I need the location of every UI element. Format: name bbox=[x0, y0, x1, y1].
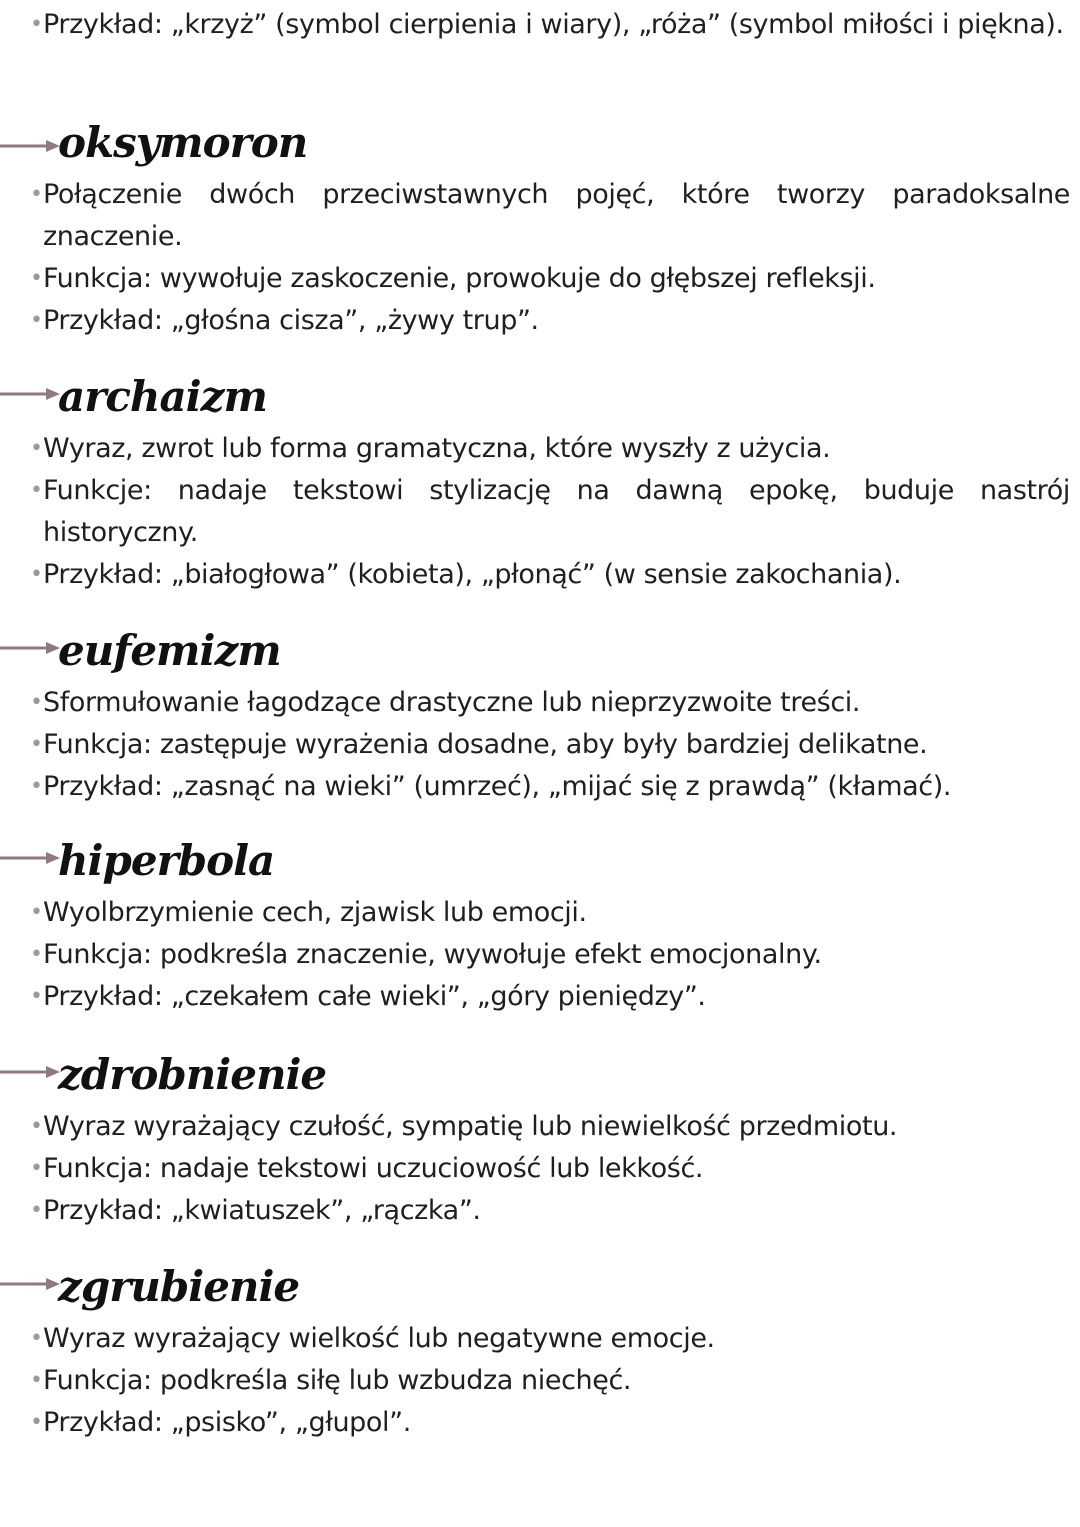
list-item bbox=[30, 174, 1070, 258]
item-text: Wyraz wyrażający wielkość lub negatywne emocje. bbox=[43, 1323, 715, 1354]
bullet-dot-icon: • bbox=[30, 732, 43, 757]
term-details-list bbox=[0, 892, 1070, 1018]
item-text: Wyolbrzymienie cech, zjawisk lub emocji. bbox=[43, 897, 587, 928]
item-text: Przykład: „białogłowa” (kobieta), „płonąć” (w sensie zakochania). bbox=[43, 559, 902, 590]
section-oksymoron bbox=[0, 118, 1080, 342]
term-title: eufemizm bbox=[58, 626, 281, 675]
item-text: Przykład: „czekałem całe wieki”, „góry pieniędzy”. bbox=[43, 981, 706, 1012]
bullet-dot-icon: • bbox=[30, 478, 43, 503]
list-item bbox=[30, 1106, 1070, 1148]
item-text: Funkcja: nadaje tekstowi uczuciowość lub lekkość. bbox=[43, 1153, 704, 1184]
item-text: Funkcja: podkreśla znaczenie, wywołuje efekt emocjonalny. bbox=[43, 939, 822, 970]
section-zgrubienie bbox=[0, 1262, 1080, 1444]
section-heading bbox=[0, 1050, 1080, 1106]
section-hiperbola bbox=[0, 836, 1080, 1018]
bullet-dot-icon: • bbox=[30, 774, 43, 799]
section-zdrobnienie bbox=[0, 1050, 1080, 1232]
bullet-dot-icon: • bbox=[30, 984, 43, 1009]
bullet-dot-icon: • bbox=[30, 942, 43, 967]
intro-list bbox=[30, 4, 1070, 46]
bullet-dot-icon: • bbox=[30, 1410, 43, 1435]
section-heading bbox=[0, 836, 1080, 892]
list-item bbox=[30, 682, 1070, 724]
bullet-dot-icon: • bbox=[30, 1114, 43, 1139]
term-title: archaizm bbox=[58, 372, 267, 421]
item-text: Przykład: „kwiatuszek”, „rączka”. bbox=[43, 1195, 481, 1226]
item-text: Połączenie dwóch przeciwstawnych pojęć, które tworzy paradoksalne znaczenie. bbox=[43, 179, 1070, 252]
list-item bbox=[30, 1318, 1070, 1360]
section-heading bbox=[0, 372, 1080, 428]
term-title: oksymoron bbox=[58, 118, 308, 167]
item-text: Przykład: „głośna cisza”, „żywy trup”. bbox=[43, 305, 539, 336]
item-text: Funkcja: zastępuje wyrażenia dosadne, aby były bardziej delikatne. bbox=[43, 729, 928, 760]
bullet-dot-icon: • bbox=[30, 1368, 43, 1393]
item-text: Wyraz wyrażający czułość, sympatię lub niewielkość przedmiotu. bbox=[43, 1111, 898, 1142]
bullet-dot-icon: • bbox=[30, 308, 43, 333]
bullet-dot-icon: • bbox=[30, 1198, 43, 1223]
list-item bbox=[30, 1402, 1070, 1444]
item-text: Przykład: „psisko”, „głupol”. bbox=[43, 1407, 411, 1438]
bullet-dot-icon: • bbox=[30, 1156, 43, 1181]
section-archaizm bbox=[0, 372, 1080, 596]
bullet-dot-icon: • bbox=[30, 562, 43, 587]
term-title: hiperbola bbox=[58, 836, 275, 885]
term-title: zgrubienie bbox=[58, 1262, 300, 1311]
list-item bbox=[30, 1360, 1070, 1402]
list-item bbox=[30, 1148, 1070, 1190]
bullet-dot-icon: • bbox=[30, 690, 43, 715]
list-item bbox=[30, 4, 1070, 46]
term-details-list bbox=[0, 1106, 1070, 1232]
list-item bbox=[30, 892, 1070, 934]
term-details-list bbox=[0, 428, 1070, 596]
list-item bbox=[30, 724, 1070, 766]
item-text: Przykład: „krzyż” (symbol cierpienia i wiary), „róża” (symbol miłości i piękna). bbox=[43, 9, 1064, 40]
term-details-list bbox=[0, 174, 1070, 342]
list-item bbox=[30, 300, 1070, 342]
section-heading bbox=[0, 1262, 1080, 1318]
list-item bbox=[30, 470, 1070, 554]
section-eufemizm bbox=[0, 626, 1080, 808]
item-text: Sformułowanie łagodzące drastyczne lub nieprzyzwoite treści. bbox=[43, 687, 861, 718]
term-details-list bbox=[0, 1318, 1070, 1444]
item-text: Funkcje: nadaje tekstowi stylizację na dawną epokę, buduje nastrój historyczny. bbox=[43, 475, 1070, 548]
bullet-dot-icon: • bbox=[30, 182, 43, 207]
term-title: zdrobnienie bbox=[58, 1050, 327, 1099]
bullet-dot-icon: • bbox=[30, 436, 43, 461]
list-item bbox=[30, 1190, 1070, 1232]
list-item bbox=[30, 258, 1070, 300]
item-text: Funkcja: podkreśla siłę lub wzbudza niechęć. bbox=[43, 1365, 632, 1396]
list-item bbox=[30, 976, 1070, 1018]
list-item bbox=[30, 428, 1070, 470]
bullet-dot-icon: • bbox=[30, 1326, 43, 1351]
bullet-dot-icon: • bbox=[30, 12, 43, 37]
item-text: Przykład: „zasnąć na wieki” (umrzeć), „mijać się z prawdą” (kłamać). bbox=[43, 771, 952, 802]
term-details-list bbox=[0, 682, 1070, 808]
item-text: Wyraz, zwrot lub forma gramatyczna, które wyszły z użycia. bbox=[43, 433, 831, 464]
bullet-dot-icon: • bbox=[30, 266, 43, 291]
list-item bbox=[30, 934, 1070, 976]
section-heading bbox=[0, 118, 1080, 174]
bullet-dot-icon: • bbox=[30, 900, 43, 925]
item-text: Funkcja: wywołuje zaskoczenie, prowokuje do głębszej refleksji. bbox=[43, 263, 876, 294]
list-item bbox=[30, 554, 1070, 596]
list-item bbox=[30, 766, 1070, 808]
section-heading bbox=[0, 626, 1080, 682]
